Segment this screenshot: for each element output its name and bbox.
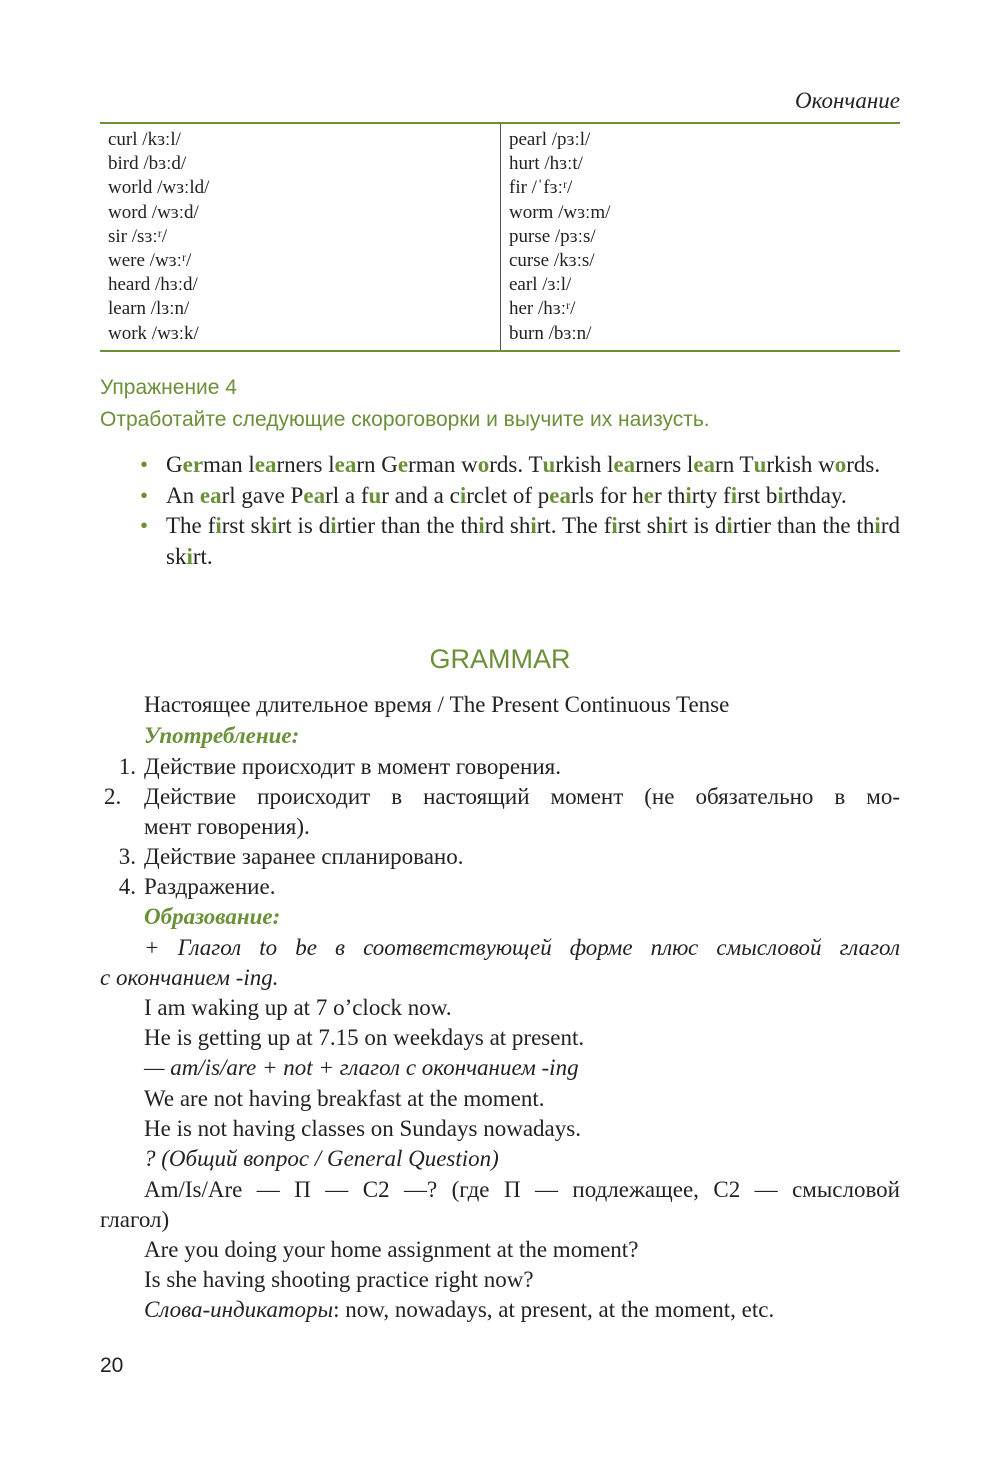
highlighted-letters: u xyxy=(542,452,556,477)
twister-segment: r th xyxy=(654,482,686,508)
table-cell: work /wɜːk/ xyxy=(108,322,199,344)
twister-segment: rd sk xyxy=(166,513,900,569)
twister-segment: rners xyxy=(276,452,329,477)
highlighted-letters: er xyxy=(182,452,204,477)
highlighted-letters: ea xyxy=(693,452,716,477)
section-heading: GRAMMAR xyxy=(429,644,571,674)
twister-segment: rty f xyxy=(691,482,731,508)
indicators-label: Слова-индикаторы xyxy=(144,1297,334,1322)
twister-segment: rds. xyxy=(489,452,529,477)
example-sentence: He is not having classes on Sundays nowadays. xyxy=(144,1116,581,1141)
highlighted-letters: u xyxy=(753,452,767,477)
highlighted-letters: o xyxy=(477,452,490,477)
right-column xyxy=(501,123,901,351)
twister-segment: rds. xyxy=(846,452,881,477)
example-sentence: Are you doing your home assignment at the moment? xyxy=(144,1237,639,1262)
highlighted-letters: e xyxy=(397,452,409,477)
twister-segment: rst b xyxy=(737,482,778,508)
twister-text xyxy=(166,483,847,508)
twister-segment: l xyxy=(248,452,255,477)
item-text: Раздражение. xyxy=(144,874,276,899)
usage-item xyxy=(104,874,275,900)
question-rule-continuation: глагол) xyxy=(100,1207,170,1232)
table-cell: world /wɜːld/ xyxy=(108,177,210,199)
table-cell: heard /hɜːd/ xyxy=(108,274,198,296)
twister-segment: rd sh xyxy=(484,513,531,538)
example-sentence: I am waking up at 7 o’clock now. xyxy=(144,995,452,1020)
highlighted-letters: u xyxy=(368,482,382,508)
bullet-icon: • xyxy=(140,452,149,477)
twister-segment: rman xyxy=(408,452,462,477)
table-cell: hurt /hɜːt/ xyxy=(509,153,583,175)
table-cell: learn /lɜːn/ xyxy=(108,298,190,320)
twister-segment: rls for h xyxy=(570,482,644,508)
question-rule: Am/Is/Are — П — С2 —? (где П — подлежащее, С2 — смысловой xyxy=(144,1177,900,1202)
twister-segment: rt is d xyxy=(277,513,331,538)
highlighted-letters: ea xyxy=(303,482,326,508)
twister-segment: T xyxy=(739,452,754,477)
item-text: Действие заранее спланировано. xyxy=(144,844,464,869)
highlighted-letters: i xyxy=(874,513,881,538)
highlighted-letters: i xyxy=(611,513,618,538)
usage-item xyxy=(104,784,900,810)
twister-segment: rl a f xyxy=(325,482,369,508)
exercise-instruction: Отработайте следующие скороговорки и выучите их наизусть. xyxy=(100,408,710,431)
twister-segment: rners xyxy=(635,452,687,477)
highlighted-letters: ea xyxy=(334,452,357,477)
topic-title: Настоящее длительное время / The Present Continuous Tense xyxy=(144,692,730,717)
twister-segment: The f xyxy=(166,513,216,538)
highlighted-letters: i xyxy=(271,513,278,538)
example-sentence: Is she having shooting practice right now? xyxy=(144,1267,534,1292)
word-table xyxy=(100,122,900,352)
table-cell: curse /kɜːs/ xyxy=(509,250,595,272)
highlighted-letters: i xyxy=(459,482,467,508)
highlighted-letters: i xyxy=(186,543,193,569)
indicators-text: : now, nowadays, at present, at the moment, etc. xyxy=(333,1297,775,1322)
highlighted-letters: ea xyxy=(254,452,277,477)
table-cell: word /wɜːd/ xyxy=(108,201,199,223)
item-number: 3. xyxy=(118,844,136,869)
usage-label: Употребление: xyxy=(144,723,300,748)
table-cell: bird /bɜːd/ xyxy=(108,153,187,175)
twister-segment: r and a c xyxy=(381,482,460,508)
twister-segment: rthday. xyxy=(783,482,847,508)
twister-segment: rst sh xyxy=(617,513,668,538)
item-text: Действие происходит в настоящий момент (не обязательно в мо- xyxy=(144,784,900,809)
table-cell: were /wɜːʳ/ xyxy=(108,250,192,272)
twister-segment: rtier than the th xyxy=(336,513,479,538)
highlighted-letters: i xyxy=(777,482,784,508)
table-cell: her /hɜːʳ/ xyxy=(509,298,576,320)
highlighted-letters: o xyxy=(834,452,847,477)
bullet-icon: • xyxy=(140,513,149,538)
twister-segment: G xyxy=(166,452,183,477)
twister-segment: An xyxy=(166,482,200,508)
page-number: 20 xyxy=(100,1354,124,1377)
list-item xyxy=(140,511,900,572)
twister-segment: rkish xyxy=(766,452,819,477)
list-item xyxy=(140,481,900,512)
highlighted-letters: i xyxy=(726,513,733,538)
twister-segment: T xyxy=(528,452,543,477)
twister-segment: rtier than the th xyxy=(732,513,875,538)
table-cell: curl /kɜːl/ xyxy=(108,129,181,150)
item-number: 4. xyxy=(118,874,136,899)
example-sentence: He is getting up at 7.15 on weekdays at present. xyxy=(144,1025,585,1050)
twister-segment: man xyxy=(203,452,249,477)
twister-text xyxy=(166,452,880,477)
highlighted-letters: i xyxy=(330,513,337,538)
twister-segment: l xyxy=(607,452,614,477)
highlighted-letters: i xyxy=(730,482,738,508)
table-cell: burn /bɜːn/ xyxy=(509,322,592,344)
highlighted-letters: ea xyxy=(199,482,222,508)
highlighted-letters: i xyxy=(685,482,692,508)
table-cell: earl /ɜːl/ xyxy=(509,274,572,296)
table-cell: pearl /pɜːl/ xyxy=(509,129,591,150)
item-number: 1. xyxy=(118,754,136,779)
table-cell: worm /wɜːm/ xyxy=(509,201,611,223)
twister-segment: rn xyxy=(356,452,382,477)
twister-segment: rst sk xyxy=(221,513,272,538)
twister-segment: l xyxy=(328,452,335,477)
list-item xyxy=(140,450,900,481)
indicators-line xyxy=(144,1297,774,1323)
usage-item xyxy=(104,844,464,870)
twister-segment: rclet of p xyxy=(466,482,550,508)
question-label: ? (Общий вопрос / General Question) xyxy=(144,1146,499,1171)
twister-segment: w xyxy=(818,452,835,477)
highlighted-letters: i xyxy=(478,513,485,538)
twister-segment: rl gave P xyxy=(221,482,304,508)
twister-segment: rn xyxy=(715,452,740,477)
table-cell: sir /sɜːʳ/ xyxy=(108,225,168,247)
usage-item xyxy=(104,754,561,780)
left-column xyxy=(100,123,501,351)
highlighted-letters: i xyxy=(530,513,537,538)
highlighted-letters: ea xyxy=(549,482,571,508)
highlighted-letters: i xyxy=(215,513,222,538)
item-text-continuation: мент говорения). xyxy=(144,814,310,839)
table-row xyxy=(100,123,900,351)
bullet-icon: • xyxy=(140,482,149,508)
example-sentence: We are not having breakfast at the moment. xyxy=(144,1086,545,1111)
twister-segment: rt. The f xyxy=(536,513,612,538)
twister-segment: rt is d xyxy=(673,513,727,538)
twister-segment: G xyxy=(381,452,398,477)
table-cell: fir /ˈfɜːʳ/ xyxy=(509,177,573,199)
item-text: Действие происходит в момент говорения. xyxy=(144,754,561,779)
twister-text xyxy=(166,513,900,569)
positive-rule: + Глагол to be в соответствующей форме плюс смысловой глагол xyxy=(144,935,900,960)
highlighted-letters: ea xyxy=(613,452,636,477)
twister-segment: rkish xyxy=(555,452,608,477)
formation-label: Образование: xyxy=(144,904,281,929)
twister-segment: rt. xyxy=(192,543,213,569)
negative-rule: — am/is/are + not + глагол с окончанием -ing xyxy=(144,1055,579,1080)
tongue-twister-list xyxy=(140,450,900,572)
positive-rule-continuation: с окончанием -ing. xyxy=(100,965,279,990)
table-cell: purse /pɜːs/ xyxy=(509,225,596,247)
twister-segment: l xyxy=(686,452,694,477)
continuation-label: Окончание xyxy=(795,88,900,113)
highlighted-letters: e xyxy=(643,482,655,508)
exercise-title: Упражнение 4 xyxy=(100,376,237,399)
highlighted-letters: i xyxy=(667,513,674,538)
item-number: 2. xyxy=(104,784,122,809)
twister-segment: w xyxy=(461,452,478,477)
